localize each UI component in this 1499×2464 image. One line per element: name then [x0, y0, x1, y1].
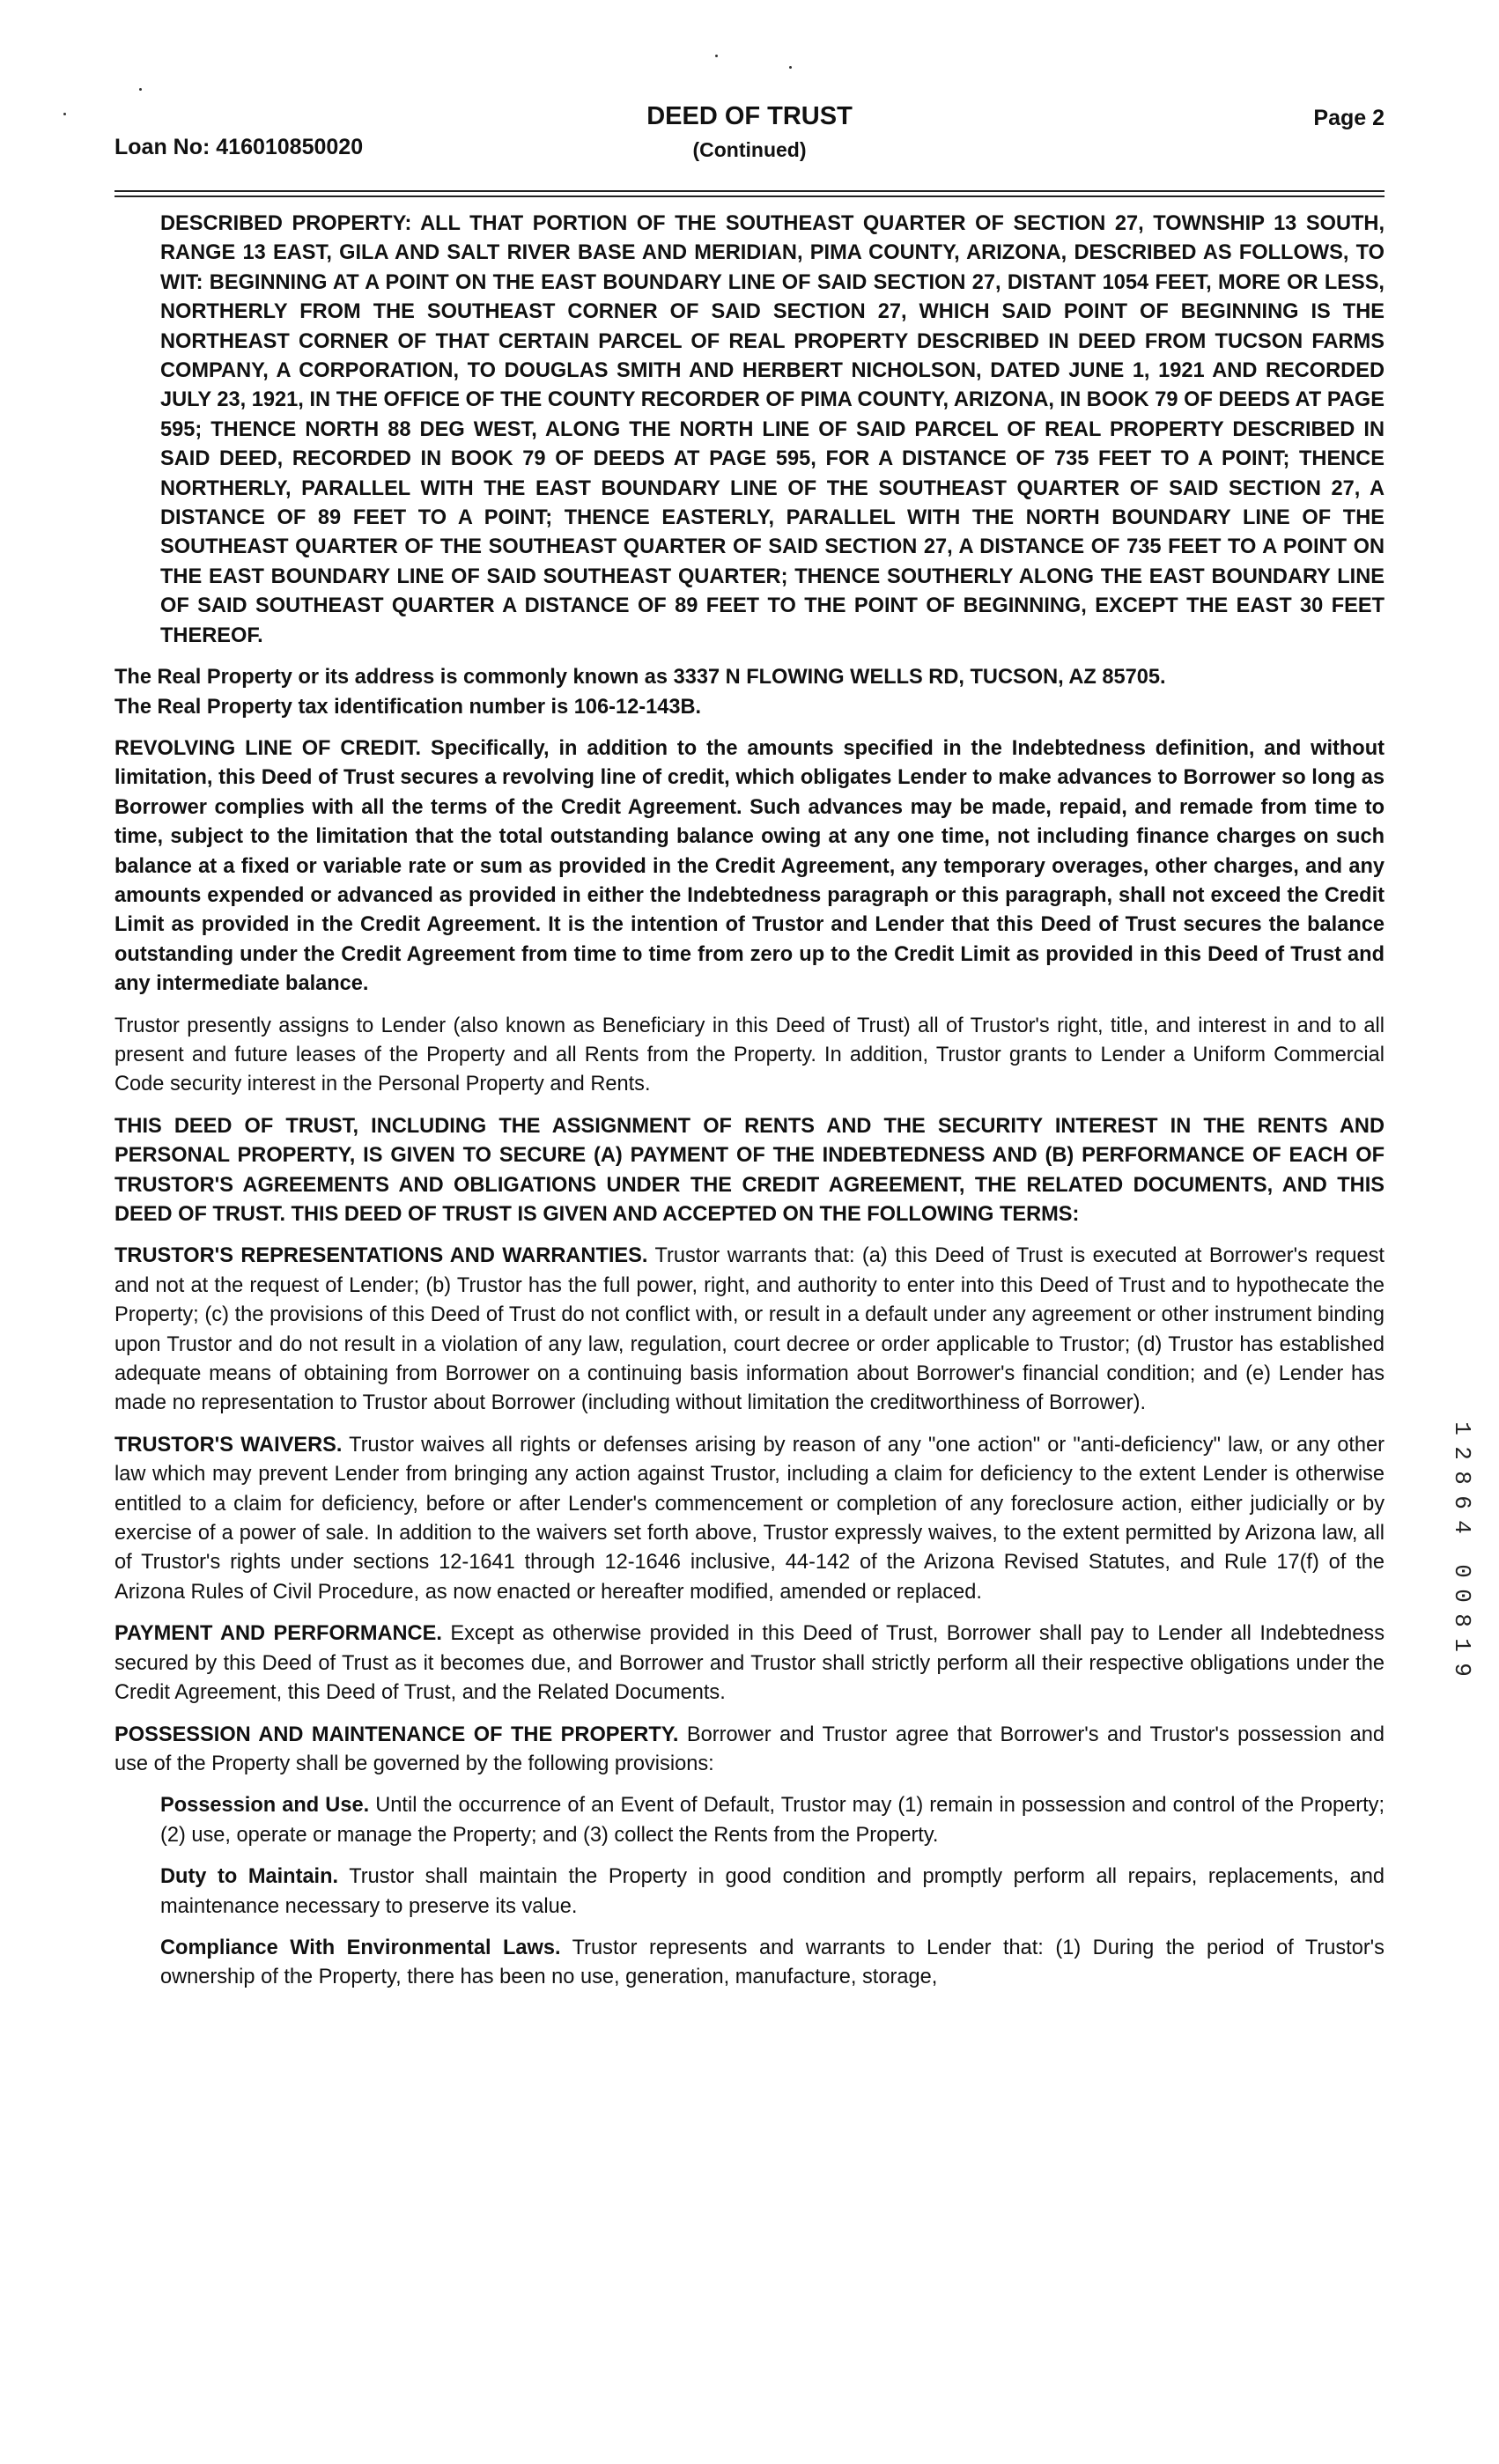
stamp-digit: 8	[1449, 1471, 1475, 1485]
possession-and-use	[160, 1791, 1385, 1850]
scan-speck	[63, 113, 66, 115]
described-property: DESCRIBED PROPERTY: ALL THAT PORTION OF THE SOUTHEAST QUARTER OF SECTION 27, TOWNSHIP 13 SOUTH, RANGE 13 EAST, GILA AND SALT RIVER BASE AND MERIDIAN, PIMA COUNTY, ARIZONA, DESCRIBED AS FOLLOWS, TO WIT: BEGINNING AT A POINT ON THE EAST BOUNDARY LINE OF SAID SECTION 27, DISTANT 1054 FEET, MORE OR LESS, NORTHERLY FROM THE SOUTHEAST CORNER OF SAID SECTION 27, WHICH SAID POINT OF BEGINNING IS THE NORTHEAST CORNER OF THAT CERTAIN PARCEL OF REAL PROPERTY DESCRIBED IN DEED FROM TUCSON FARMS COMPANY, A CORPORATION, TO DOUGLAS SMITH AND HERBERT NICHOLSON, DATED JUNE 1, 1921 AND RECORDED JULY 23, 1921, IN THE OFFICE OF THE COUNTY RECORDER OF PIMA COUNTY, ARIZONA, IN BOOK 79 OF DEEDS AT PAGE 595; THENCE NORTH 88 DEG WEST, ALONG THE NORTH LINE OF SAID PARCEL OF REAL PROPERTY DESCRIBED IN SAID DEED, RECORDED IN BOOK 79 OF DEEDS AT PAGE 595, FOR A DISTANCE OF 735 FEET TO A POINT; THENCE NORTHERLY, PARALLEL WITH THE EAST BOUNDARY LINE OF THE SOUTHEAST QUARTER OF SAID SECTION 27, A DISTANCE OF 89 FEET TO A POINT; THENCE EASTERLY, PARALLEL WITH THE NORTH BOUNDARY LINE OF THE SOUTHEAST QUARTER OF THE SOUTHEAST QUARTER OF SAID SECTION 27, A DISTANCE OF 735 FEET TO A POINT ON THE EAST BOUNDARY LINE OF SAID SOUTHEAST QUARTER; THENCE SOUTHERLY ALONG THE EAST BOUNDARY LINE OF SAID SOUTHEAST QUARTER A DISTANCE OF 89 FEET TO THE POINT OF BEGINNING, EXCEPT THE EAST 30 FEET THEREOF.	[160, 212, 1385, 647]
assignment-paragraph: Trustor presently assigns to Lender (also known as Beneficiary in this Deed of Trust) all of Trustor's right, title, and interest in and to all present and future leases of the Property and all Rents from the Property. In addition, Trustor grants to Lender a Uniform Commercial Code security interest in the Personal Property and Rents.	[114, 1014, 1385, 1096]
scan-speck	[789, 66, 792, 69]
revolving-text: Specifically, in addition to the amounts specified in the Indebtedness definition, and without limitation, this Deed of Trust secures a revolving line of credit, which obligates Lender to make advances to Borrower so long as Borrower complies with all the terms of the Credit Agreement. Such advances may be made, repaid, and remade from time to time, subject to the limitation that the total outstanding balance owing at any one time, not including finance charges on such balance at a fixed or variable rate or sum as provided in the Credit Agreement, any temporary overages, other charges, and any amounts expended or advanced as provided in either the Indebtedness paragraph or this paragraph, shall not exceed the Credit Limit as provided in the Credit Agreement. It is the intention of Trustor and Lender that this Deed of Trust secures the balance outstanding under the Credit Agreement from time to time from zero up to the Credit Limit as provided in this Deed of Trust and any intermediate balance.	[114, 736, 1385, 996]
loan-number: Loan No: 416010850020	[114, 135, 364, 159]
environmental-compliance	[160, 1934, 1385, 1993]
duty-heading: Duty to Maintain.	[160, 1865, 339, 1889]
header-rule-bottom	[114, 195, 1385, 197]
duty-text: Trustor shall maintain the Property in good condition and promptly perform all repairs, replacements, and maintenance necessary to preserve its value.	[160, 1865, 1385, 1918]
document-title: DEED OF TRUST	[646, 102, 853, 130]
stamp-digit: 1	[1449, 1638, 1475, 1652]
stamp-digit: 1	[1449, 1421, 1475, 1435]
revolving-heading: REVOLVING LINE OF CREDIT.	[114, 736, 422, 760]
stamp-digit: 4	[1449, 1520, 1475, 1534]
environmental-text: Trustor represents and warrants to Lender that: (1) During the period of Trustor's ownership of the Property, there has been no use, generation, manufacture, storage,	[160, 1936, 1385, 1989]
property-address: The Real Property or its address is commonly known as 3337 N FLOWING WELLS RD, TUCSON, AZ 85705.	[114, 666, 1166, 690]
waivers-heading: TRUSTOR'S WAIVERS.	[114, 1433, 343, 1457]
stamp-digit: 0	[1449, 1589, 1475, 1603]
trustor-waivers	[114, 1431, 1385, 1607]
payment-text: Except as otherwise provided in this Deed of Trust, Borrower shall pay to Lender all Indebtedness secured by this Deed of Trust as it becomes due, and Borrower and Trustor shall strictly perform all their respective obligations under the Credit Agreement, this Deed of Trust, and the Related Documents.	[114, 1622, 1385, 1705]
stamp-digit: 6	[1449, 1495, 1475, 1509]
possession-heading: POSSESSION AND MAINTENANCE OF THE PROPERTY.	[114, 1723, 679, 1746]
stamp-digit: 8	[1449, 1613, 1475, 1627]
revolving-line-of-credit	[114, 734, 1385, 1000]
representations-text: Trustor warrants that: (a) this Deed of Trust is executed at Borrower's request and not at the request of Lender; (b) Trustor has the full power, right, and authority to enter into this Deed of Trust and to hypothecate the Property; (c) the provisions of this Deed of Trust do not conflict with, or result in a default under any agreement or other instrument binding upon Trustor and do not result in a violation of any law, regulation, court decree or order applicable to Trustor; (d) Trustor has established adequate means of obtaining from Borrower on a continuing basis information about Borrower's financial condition; and (e) Lender has made no representation to Trustor about Borrower (including without limitation the creditworthiness of Borrower).	[114, 1244, 1385, 1415]
tax-id: The Real Property tax identification number is 106-12-143B.	[114, 695, 702, 719]
given-to-secure: THIS DEED OF TRUST, INCLUDING THE ASSIGNMENT OF RENTS AND THE SECURITY INTEREST IN THE RENTS AND PERSONAL PROPERTY, IS GIVEN TO SECURE (A) PAYMENT OF THE INDEBTEDNESS AND (B) PERFORMANCE OF EACH OF TRUSTOR'S AGREEMENTS AND OBLIGATIONS UNDER THE CREDIT AGREEMENT, THE RELATED DOCUMENTS, AND THIS DEED OF TRUST. THIS DEED OF TRUST IS GIVEN AND ACCEPTED ON THE FOLLOWING TERMS:	[114, 1114, 1385, 1226]
scan-speck	[715, 55, 718, 57]
possession-use-text: Until the occurrence of an Event of Default, Trustor may (1) remain in possession and control of the Property; (2) use, operate or manage the Property; and (3) collect the Rents from the Property.	[160, 1794, 1385, 1847]
possession-text: Borrower and Trustor agree that Borrower's and Trustor's possession and use of the Property shall be governed by the following provisions:	[114, 1723, 1385, 1775]
header-rule-top	[114, 190, 1385, 192]
document-subtitle: (Continued)	[692, 138, 807, 161]
duty-to-maintain	[160, 1863, 1385, 1922]
representations-warranties	[114, 1242, 1385, 1418]
environmental-heading: Compliance With Environmental Laws.	[160, 1936, 561, 1959]
possession-maintenance	[114, 1721, 1385, 1780]
stamp-digit: 9	[1449, 1663, 1475, 1677]
payment-heading: PAYMENT AND PERFORMANCE.	[114, 1622, 442, 1646]
possession-use-heading: Possession and Use.	[160, 1794, 370, 1818]
payment-performance	[114, 1619, 1385, 1708]
representations-heading: TRUSTOR'S REPRESENTATIONS AND WARRANTIES.	[114, 1244, 648, 1268]
stamp-digit: 2	[1449, 1446, 1475, 1460]
recording-stamp	[1444, 1416, 1480, 1682]
stamp-digit: 0	[1449, 1564, 1475, 1578]
document-body	[114, 210, 1385, 2005]
scan-speck	[139, 88, 142, 91]
waivers-text: Trustor waives all rights or defenses arising by reason of any "one action" or "anti-deficiency" law, or any other law which may prevent Lender from bringing any action against Trustor, including a claim for deficiency to the extent Lender is otherwise entitled to a claim for deficiency, before or after Lender's commencement or completion of any foreclosure action, either judicially or by exercise of a power of sale. In addition to the waivers set forth above, Trustor expressly waives, to the extent permitted by Arizona law, all of Trustor's rights under sections 12-1641 through 12-1646 inclusive, 44-142 of the Arizona Revised Statutes, and Rule 17(f) of the Arizona Rules of Civil Procedure, as now enacted or hereafter modified, amended or replaced.	[114, 1433, 1385, 1604]
page-number: Page 2	[1313, 106, 1385, 130]
